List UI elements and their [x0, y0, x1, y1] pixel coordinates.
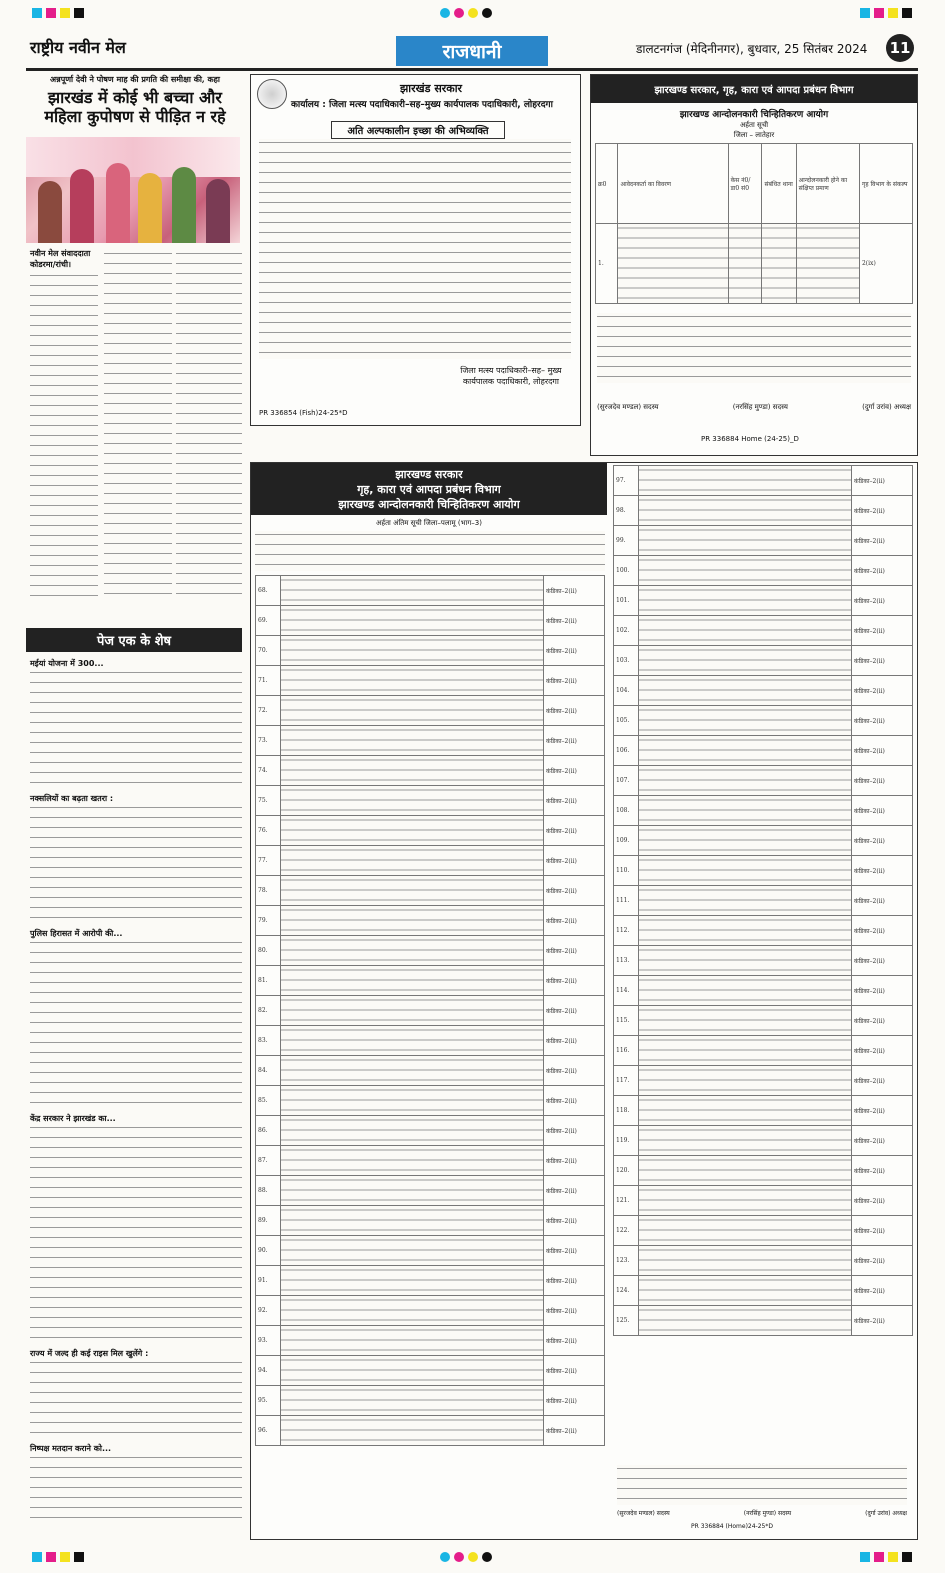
row-number: 109. — [614, 826, 639, 856]
applicant-details — [639, 1186, 852, 1216]
applicant-details — [281, 936, 544, 966]
row-number: 77. — [256, 846, 281, 876]
home-main-notes — [617, 1465, 907, 1505]
table-row — [614, 796, 913, 826]
table-row — [614, 856, 913, 886]
signature: (सुरजदेव मण्डल) सदस्य — [597, 403, 659, 411]
row-number: 97. — [614, 466, 639, 496]
row-number: 74. — [256, 756, 281, 786]
applicant-details — [281, 1386, 544, 1416]
row-number: 113. — [614, 946, 639, 976]
row-number: 92. — [256, 1296, 281, 1326]
row-number: 125. — [614, 1306, 639, 1336]
row-number: 121. — [614, 1186, 639, 1216]
row-number: 96. — [256, 1416, 281, 1446]
registration-marks-top-left — [32, 8, 84, 18]
row-number: 101. — [614, 586, 639, 616]
subhead-5: राज्य में जल्द ही कई राइस मिल खुलेंगे : — [30, 1349, 149, 1358]
table-row — [614, 1066, 913, 1096]
table-row — [256, 1206, 605, 1236]
row-number: 120. — [614, 1156, 639, 1186]
home-top-title2: झारखण्ड आन्दोलनकारी चिन्हितिकरण आयोग — [679, 110, 829, 120]
row-category: कंडिका–2(ii) — [852, 796, 913, 826]
row-number: 112. — [614, 916, 639, 946]
subhead-2: नक्सलियों का बढ़ता खतरा : — [30, 794, 114, 803]
applicant-details — [639, 856, 852, 886]
home-top-notes — [597, 313, 911, 383]
row-number: 114. — [614, 976, 639, 1006]
row-number: 88. — [256, 1176, 281, 1206]
table-row — [256, 1086, 605, 1116]
applicant-details — [639, 586, 852, 616]
home-main-header-row — [255, 531, 605, 571]
applicant-details — [281, 756, 544, 786]
row-number: 70. — [256, 636, 281, 666]
table-row — [614, 466, 913, 496]
registration-marks-top-center — [440, 8, 492, 18]
subhead-6: निष्पक्ष मतदान कराने को... — [30, 1444, 112, 1453]
home-top-table: क्र0 आवेदनकर्ता का विवरण केस नं0/ डा0 सं0 संबंधित थाना आन्दोलनकारी होने का संक्षिप्त प्रमाण गृह विभाग के संकल्प 1. 2(ix) — [595, 143, 913, 304]
applicant-details — [281, 576, 544, 606]
applicant-details — [639, 976, 852, 1006]
row-category: कंडिका–2(ii) — [852, 1096, 913, 1126]
applicant-details — [281, 996, 544, 1026]
applicant-details — [639, 886, 852, 916]
row-category: कंडिका–2(ii) — [544, 1356, 605, 1386]
table-row — [614, 586, 913, 616]
applicant-details — [281, 1056, 544, 1086]
table-row — [614, 976, 913, 1006]
row-number: 75. — [256, 786, 281, 816]
page-number: 11 — [886, 34, 914, 62]
applicant-details — [639, 946, 852, 976]
applicant-details — [281, 846, 544, 876]
row-category: कंडिका–2(ii) — [852, 946, 913, 976]
applicant-details — [281, 666, 544, 696]
row-number: 99. — [614, 526, 639, 556]
row-number: 80. — [256, 936, 281, 966]
row-category: कंडिका–2(ii) — [544, 1416, 605, 1446]
row-number: 71. — [256, 666, 281, 696]
row-category: कंडिका–2(ii) — [852, 856, 913, 886]
row-number: 82. — [256, 996, 281, 1026]
row-category: कंडिका–2(ii) — [852, 526, 913, 556]
dateline: डालटनगंज (मेदिनीनगर), बुधवार, 25 सितंबर 2024 — [636, 42, 868, 56]
row-number: 79. — [256, 906, 281, 936]
govt-emblem-icon — [257, 79, 287, 109]
table-row — [614, 736, 913, 766]
table-row — [256, 966, 605, 996]
applicant-details — [281, 726, 544, 756]
home-main-pr: PR 336884 (Home)24-25*D — [691, 1523, 773, 1530]
applicant-details — [281, 696, 544, 726]
row-category: कंडिका–2(ii) — [852, 466, 913, 496]
row-number: 83. — [256, 1026, 281, 1056]
row-number: 86. — [256, 1116, 281, 1146]
row-category: कंडिका–2(ii) — [852, 1306, 913, 1336]
table-row — [256, 1056, 605, 1086]
row-number: 118. — [614, 1096, 639, 1126]
page-one-rest-body — [30, 658, 242, 1538]
row-category: कंडिका–2(ii) — [544, 726, 605, 756]
row-number: 68. — [256, 576, 281, 606]
row-category: कंडिका–2(ii) — [544, 1056, 605, 1086]
row-category: कंडिका–2(ii) — [852, 1156, 913, 1186]
table-row — [614, 1096, 913, 1126]
signature: (नरसिंह मुण्डा) सदस्य — [732, 403, 788, 411]
applicant-details — [639, 796, 852, 826]
row-number: 104. — [614, 676, 639, 706]
row-number: 81. — [256, 966, 281, 996]
row-category: कंडिका–2(ii) — [852, 1036, 913, 1066]
applicant-details — [639, 466, 852, 496]
row-category: कंडिका–2(ii) — [544, 1116, 605, 1146]
applicant-details — [281, 876, 544, 906]
row-category: कंडिका–2(ii) — [852, 676, 913, 706]
subhead-1: मईयां योजना में 300... — [30, 659, 104, 668]
row-category: कंडिका–2(ii) — [544, 666, 605, 696]
home-main-title3: झारखण्ड आन्दोलनकारी चिन्हितिकरण आयोग — [338, 497, 520, 511]
table-row — [256, 1266, 605, 1296]
row-number: 91. — [256, 1266, 281, 1296]
row-number: 116. — [614, 1036, 639, 1066]
home-top-signatures — [597, 403, 911, 412]
applicant-details — [281, 1416, 544, 1446]
applicant-details — [639, 1246, 852, 1276]
table-row — [256, 1146, 605, 1176]
row-number: 105. — [614, 706, 639, 736]
row-category: कंडिका–2(ii) — [544, 1386, 605, 1416]
col-header: गृह विभाग के संकल्प — [859, 144, 912, 224]
row-category: कंडिका–2(ii) — [852, 736, 913, 766]
lead-text-col2 — [104, 250, 172, 602]
row-category: कंडिका–2(ii) — [852, 916, 913, 946]
table-row — [614, 496, 913, 526]
applicant-details — [639, 766, 852, 796]
applicant-details — [281, 606, 544, 636]
row-number: 115. — [614, 1006, 639, 1036]
home-main-table-right — [613, 465, 913, 1336]
table-row — [614, 1246, 913, 1276]
row-number: 93. — [256, 1326, 281, 1356]
row-category: कंडिका–2(ii) — [544, 576, 605, 606]
row-category: कंडिका–2(ii) — [852, 1276, 913, 1306]
applicant-details — [639, 1126, 852, 1156]
applicant-details — [281, 966, 544, 996]
col-header: आन्दोलनकारी होने का संक्षिप्त प्रमाण — [796, 144, 859, 224]
row-category: कंडिका–2(ii) — [544, 936, 605, 966]
home-top-title: झारखण्ड सरकार, गृह, कारा एवं आपदा प्रबंधन विभाग — [591, 75, 917, 103]
fisheries-title: अति अल्पकालीन इच्छा की अभिव्यक्ति — [331, 121, 505, 139]
table-row — [614, 1126, 913, 1156]
row-category: कंडिका–2(ii) — [852, 1006, 913, 1036]
table-row — [256, 846, 605, 876]
col-header: आवेदनकर्ता का विवरण — [618, 144, 728, 224]
lead-headline: झारखंड में कोई भी बच्चा और महिला कुपोषण से पीड़ित न रहे — [44, 88, 226, 126]
applicant-details — [281, 906, 544, 936]
registration-marks-bottom-right — [860, 1552, 912, 1562]
row-number: 87. — [256, 1146, 281, 1176]
table-row — [614, 886, 913, 916]
row-number: 102. — [614, 616, 639, 646]
signature: (सुरजदेव मण्डल) सदस्य — [617, 1510, 670, 1517]
row-category: कंडिका–2(ii) — [852, 496, 913, 526]
row-number: 110. — [614, 856, 639, 886]
home-top-sub2: जिला – लातेहार — [733, 131, 775, 139]
table-row — [256, 786, 605, 816]
row-category: कंडिका–2(ii) — [852, 586, 913, 616]
applicant-details — [281, 1146, 544, 1176]
row-category: कंडिका–2(ii) — [544, 786, 605, 816]
row-category: कंडिका–2(ii) — [544, 1236, 605, 1266]
table-row — [614, 1186, 913, 1216]
section-banner: राजधानी — [396, 36, 548, 66]
row-number: 103. — [614, 646, 639, 676]
masthead-rule — [26, 68, 918, 71]
applicant-details — [639, 1006, 852, 1036]
table-row — [256, 696, 605, 726]
applicant-details — [281, 1116, 544, 1146]
lead-text-col1 — [30, 272, 98, 602]
table-row — [614, 706, 913, 736]
row-number: 111. — [614, 886, 639, 916]
row-category: कंडिका–2(ii) — [544, 846, 605, 876]
home-top-pr: PR 336884 Home (24-25)_D — [701, 435, 799, 443]
applicant-details — [639, 616, 852, 646]
applicant-details — [281, 1356, 544, 1386]
row-number: 95. — [256, 1386, 281, 1416]
signature: (दुर्गा उरांव) अध्यक्ष — [862, 403, 911, 411]
table-row — [256, 816, 605, 846]
row-category: कंडिका–2(ii) — [544, 606, 605, 636]
table-row — [256, 1416, 605, 1446]
row-category: कंडिका–2(ii) — [852, 1216, 913, 1246]
registration-marks-bottom-center — [440, 1552, 492, 1562]
table-row — [614, 946, 913, 976]
subhead-3: पुलिस हिरासत में आरोपी की... — [30, 929, 123, 938]
applicant-details — [281, 1206, 544, 1236]
applicant-details — [281, 816, 544, 846]
table-row — [614, 1276, 913, 1306]
fisheries-body — [259, 139, 571, 359]
row-category: कंडिका–2(ii) — [852, 826, 913, 856]
applicant-details — [281, 1086, 544, 1116]
col-header: संबंधित थाना — [762, 144, 796, 224]
row-number: 107. — [614, 766, 639, 796]
table-row — [614, 1156, 913, 1186]
col-header: क्र0 — [596, 144, 618, 224]
row-number: 85. — [256, 1086, 281, 1116]
applicant-details — [281, 636, 544, 666]
applicant-details — [639, 1096, 852, 1126]
row-number: 73. — [256, 726, 281, 756]
row-number: 84. — [256, 1056, 281, 1086]
row-number: 124. — [614, 1276, 639, 1306]
row-category: कंडिका–2(ii) — [852, 556, 913, 586]
row-category: कंडिका–2(ii) — [544, 1266, 605, 1296]
row-category: कंडिका–2(ii) — [544, 966, 605, 996]
applicant-details — [639, 1036, 852, 1066]
table-row — [256, 1386, 605, 1416]
row-number: 89. — [256, 1206, 281, 1236]
row-number: 100. — [614, 556, 639, 586]
applicant-details — [281, 1296, 544, 1326]
table-row — [256, 936, 605, 966]
row-category: कंडिका–2(ii) — [852, 706, 913, 736]
table-row — [614, 826, 913, 856]
applicant-details — [639, 496, 852, 526]
signature: (दुर्गा उरांव) अध्यक्ष — [865, 1510, 907, 1517]
home-main-table-left — [255, 575, 605, 1446]
row-category: कंडिका–2(ii) — [544, 1176, 605, 1206]
registration-marks-top-right — [860, 8, 912, 18]
home-top-sub1: अर्हता सूची — [739, 121, 769, 129]
home-main-ad — [250, 462, 918, 1540]
row-number: 108. — [614, 796, 639, 826]
table-row — [614, 916, 913, 946]
fisheries-pr: PR 336854 (Fish)24-25*D — [259, 409, 348, 417]
applicant-details — [639, 1306, 852, 1336]
applicant-details — [639, 916, 852, 946]
lead-text-col3 — [176, 250, 242, 602]
table-row — [614, 1036, 913, 1066]
fisheries-office: कार्यालय : जिला मत्स्य पदाधिकारी–सह–मुख्य कार्यपालक पदाधिकारी, लोहरदगा — [291, 100, 553, 110]
row-category: कंडिका–2(ii) — [544, 636, 605, 666]
home-main-title2: गृह, कारा एवं आपदा प्रबंधन विभाग — [357, 482, 501, 496]
applicant-details — [639, 526, 852, 556]
row-category: कंडिका–2(ii) — [544, 906, 605, 936]
applicant-details — [281, 1326, 544, 1356]
row-number: 123. — [614, 1246, 639, 1276]
applicant-details — [639, 1156, 852, 1186]
table-row — [256, 1176, 605, 1206]
subhead-4: केंद्र सरकार ने झारखंड का... — [30, 1114, 116, 1123]
applicant-details — [639, 676, 852, 706]
row-category: कंडिका–2(ii) — [544, 1026, 605, 1056]
applicant-details — [639, 1276, 852, 1306]
table-row — [614, 1216, 913, 1246]
row-number: 117. — [614, 1066, 639, 1096]
applicant-details — [639, 826, 852, 856]
row-category: कंडिका–2(ii) — [544, 756, 605, 786]
fisheries-ad — [250, 74, 581, 426]
table-row — [256, 1236, 605, 1266]
paper-name: राष्ट्रीय नवीन मेल — [30, 38, 126, 57]
table-row — [256, 1356, 605, 1386]
table-row — [256, 576, 605, 606]
home-main-signatures — [617, 1509, 907, 1517]
table-row — [256, 1326, 605, 1356]
table-row — [256, 726, 605, 756]
applicant-details — [639, 556, 852, 586]
row-number: 119. — [614, 1126, 639, 1156]
table-row — [614, 616, 913, 646]
table-row — [614, 556, 913, 586]
row-number: 98. — [614, 496, 639, 526]
applicant-details — [281, 1236, 544, 1266]
table-row — [614, 646, 913, 676]
row-category: कंडिका–2(ii) — [544, 696, 605, 726]
table-row — [614, 766, 913, 796]
row-category: कंडिका–2(ii) — [544, 1146, 605, 1176]
row-category: कंडिका–2(ii) — [544, 1086, 605, 1116]
fisheries-signature: जिला मत्स्य पदाधिकारी–सह– मुख्य कार्यपालक पदाधिकारी, लोहरदगा — [460, 366, 562, 386]
row-category: कंडिका–2(ii) — [852, 886, 913, 916]
table-row — [256, 636, 605, 666]
row-number: 94. — [256, 1356, 281, 1386]
row-category: कंडिका–2(ii) — [544, 996, 605, 1026]
registration-marks-bottom-left — [32, 1552, 84, 1562]
table-row — [256, 906, 605, 936]
applicant-details — [639, 1216, 852, 1246]
home-top-ad — [590, 74, 918, 456]
home-main-sub: अर्हता अंतिम सूची जिला–पलामू (भाग–3) — [376, 519, 482, 527]
row-category: कंडिका–2(ii) — [852, 976, 913, 1006]
table-row — [256, 1116, 605, 1146]
table-row — [256, 1296, 605, 1326]
row-category: कंडिका–2(ii) — [852, 616, 913, 646]
page-one-rest-banner: पेज एक के शेष — [26, 628, 242, 652]
row-number: 69. — [256, 606, 281, 636]
table-row — [614, 526, 913, 556]
row-number: 76. — [256, 816, 281, 846]
row-category: कंडिका–2(ii) — [544, 1326, 605, 1356]
lead-kicker: अन्नपूर्णा देवी ने पोषण माह की प्रगति की समीक्षा की, कहा — [50, 74, 220, 84]
applicant-details — [639, 1066, 852, 1096]
applicant-details — [639, 706, 852, 736]
signature: (नरसिंह मुण्डा) सदस्य — [743, 1510, 792, 1517]
table-row — [614, 676, 913, 706]
table-row — [256, 666, 605, 696]
row-category: कंडिका–2(ii) — [852, 1186, 913, 1216]
table-row — [614, 1006, 913, 1036]
table-row — [256, 876, 605, 906]
row-category: कंडिका–2(ii) — [544, 816, 605, 846]
row-category: कंडिका–2(ii) — [852, 646, 913, 676]
row-category: कंडिका–2(ii) — [852, 766, 913, 796]
applicant-details — [639, 646, 852, 676]
applicant-details — [281, 1026, 544, 1056]
row-category: कंडिका–2(ii) — [852, 1126, 913, 1156]
applicant-details — [281, 786, 544, 816]
applicant-details — [639, 736, 852, 766]
lead-dateline: नवीन मेल संवाददाता कोडरमा/रांची। — [30, 248, 91, 269]
table-row — [256, 996, 605, 1026]
table-row — [256, 1026, 605, 1056]
row-number: 72. — [256, 696, 281, 726]
row-category: कंडिका–2(ii) — [852, 1246, 913, 1276]
table-row — [256, 756, 605, 786]
col-header: केस नं0/ डा0 सं0 — [728, 144, 762, 224]
row-category: कंडिका–2(ii) — [544, 1296, 605, 1326]
home-main-title1: झारखण्ड सरकार — [395, 467, 463, 481]
table-row — [614, 1306, 913, 1336]
home-main-title-block — [251, 463, 607, 515]
table-row — [256, 606, 605, 636]
fisheries-gov: झारखंड सरकार — [399, 82, 463, 95]
row-category: कंडिका–2(ii) — [852, 1066, 913, 1096]
lead-photo — [26, 137, 240, 243]
row-number: 106. — [614, 736, 639, 766]
row-category: कंडिका–2(ii) — [544, 1206, 605, 1236]
row-number: 90. — [256, 1236, 281, 1266]
applicant-details — [281, 1176, 544, 1206]
row-number: 78. — [256, 876, 281, 906]
applicant-details — [281, 1266, 544, 1296]
row-category: कंडिका–2(ii) — [544, 876, 605, 906]
row-number: 122. — [614, 1216, 639, 1246]
